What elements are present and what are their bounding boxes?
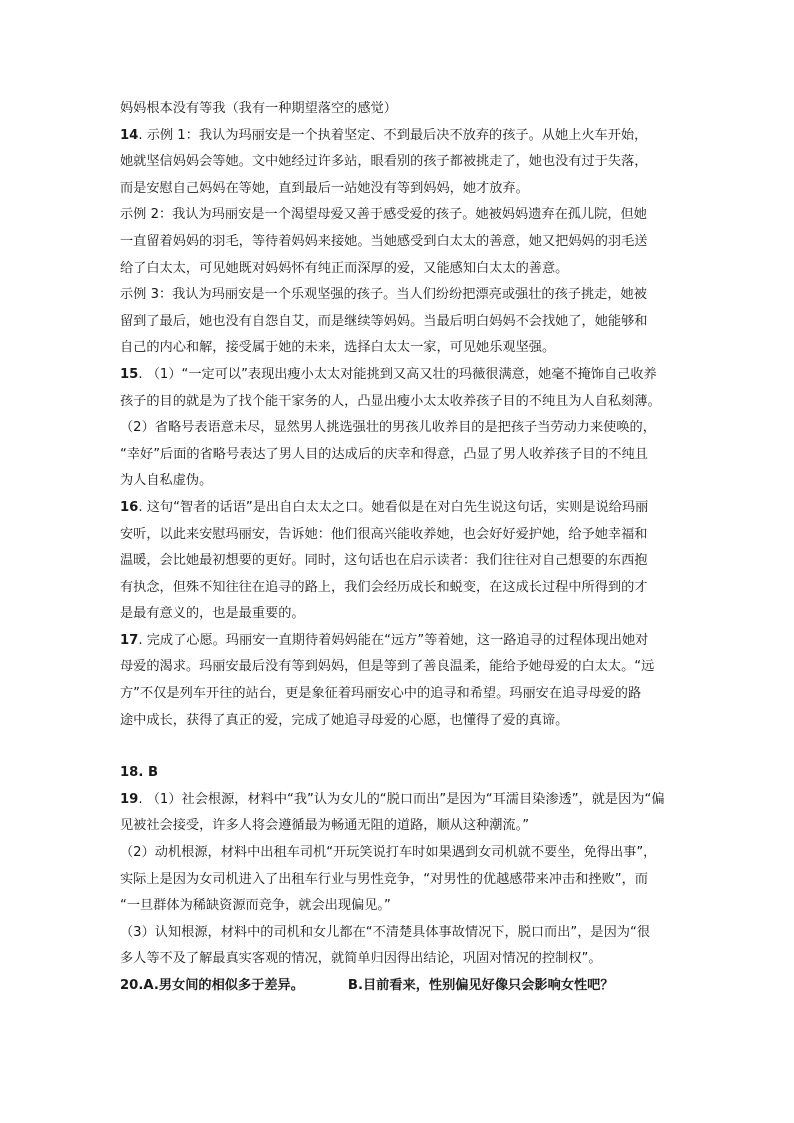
text-line: 自己的内心和解，接受属于她的未来，选择白太太一家，可见她乐观坚强。 — [120, 340, 556, 356]
text-line: 一直留着妈妈的羽毛，等待着妈妈来接她。当她感受到白太太的善意，她又把妈妈的羽毛送 — [120, 233, 648, 249]
text-line: 多人等不及了解最真实客观的情况，就简单归因得出结论，巩固对情况的控制权”。 — [120, 951, 602, 967]
question-number: 20 — [120, 978, 139, 993]
question-number: 14 — [120, 127, 139, 143]
text-line: 示例 2：我认为玛丽安是一个渴望母爱又善于感受爱的孩子。她被妈妈遗弃在孤儿院，但她 — [120, 207, 647, 223]
text-line: 温暖，会比她最初想要的更好。同时，这句话也在启示读者：我们往往对自己想要的东西抱 — [120, 553, 648, 569]
text-line: 是最有意义的，也是最重要的。 — [120, 606, 305, 622]
text-line: 留到了最后，她也没有自怨自艾，而是继续等妈妈。当最后明白妈妈不会找她了，她能够和 — [120, 313, 648, 329]
text-line: （2）省略号表语意未尽，显然男人挑选强壮的男孩儿收养目的是把孩子当劳动力来使唤的， — [120, 420, 656, 436]
question-number: 16 — [120, 499, 139, 515]
text-line: 为人自私虚伪。 — [120, 473, 213, 489]
answer-20b: B.目前看来，性别偏见好像只会影响女性吧？ — [347, 978, 614, 993]
text-line: 孩子的目的就是为了找个能干家务的人，凸显出瘦小太太收养孩子目的不纯且为人自私刻薄。 — [120, 393, 661, 409]
question-number: 18 — [120, 765, 139, 781]
text-line: （2）动机根源，材料中出租车司机“开玩笑说打车时如果遇到女司机就不要坐，免得出事”， — [120, 845, 657, 861]
answer-19 — [120, 787, 690, 814]
text-line: “幸好”后面的省略号表达了男人目的达成后的庆幸和得意，凸显了男人收养孩子目的不纯且 — [120, 446, 648, 462]
question-number: 15 — [120, 366, 139, 382]
text-line: . （1）“一定可以”表现出瘦小太太对能挑到又高又壮的玛薇很满意，她毫不掩饰自己收养 — [138, 366, 657, 382]
answer-20 — [120, 973, 690, 1000]
text-line: . 这句“智者的话语”是出自白太太之口。她看似是在对白先生说这句话，实则是说给玛丽 — [138, 499, 649, 515]
text-line: （3）认知根源，材料中的司机和女儿都在“不清楚具体事故情况下，脱口而出”，是因为“很 — [120, 924, 651, 940]
answer-17 — [120, 628, 690, 655]
answer-page — [120, 96, 690, 1000]
text-line: 有执念，但殊不知往往在追寻的路上，我们会经历成长和蜕变，在这成长过程中所得到的才 — [120, 579, 648, 595]
answer-14 — [120, 123, 690, 150]
text-line: . 示例 1：我认为玛丽安是一个执着坚定、不到最后决不放弃的孩子。从她上火车开始， — [138, 127, 648, 143]
answer-18 — [120, 760, 690, 787]
answer-value: . B — [138, 765, 159, 781]
text-line: 示例 3：我认为玛丽安是一个乐观坚强的孩子。当人们纷纷把漂亮或强壮的孩子挑走，她被 — [120, 287, 647, 303]
text-line: 见被社会接受，许多人将会遵循最为畅通无阻的道路，顺从这种潮流。” — [120, 818, 530, 834]
text-line: “一旦群体为稀缺资源而竞争，就会出现偏见。” — [120, 898, 391, 914]
text-line: 妈妈根本没有等我（我有一种期望落空的感觉） — [120, 101, 397, 116]
text-line: 方”不仅是列车开往的站台，更是象征着玛丽安心中的追寻和希望。玛丽安在追寻母爱的路 — [120, 686, 642, 702]
blank-gap — [120, 734, 690, 760]
answer-15 — [120, 362, 690, 389]
text-line: 安听，以此来安慰玛丽安，告诉她：他们很高兴能收养她，也会好好爱护她，给予她幸福和 — [120, 526, 648, 542]
text-line: 给了白太太，可见她既对妈妈怀有纯正而深厚的爱，又能感知白太太的善意。 — [120, 260, 569, 276]
text-line: 而是安慰自己妈妈在等她，直到最后一站她没有等到妈妈，她才放弃。 — [120, 180, 529, 196]
text-line: 途中成长，获得了真正的爱，完成了她追寻母爱的心愿，也懂得了爱的真谛。 — [120, 712, 569, 728]
answer-20a: .A.男女间的相似多于差异。 — [138, 978, 304, 993]
text-line: . 完成了心愿。玛丽安一直期待着妈妈能在“远方”等着她，这一路追寻的过程体现出她对 — [138, 632, 649, 648]
text-line: 她就坚信妈妈会等她。文中她经过许多站，眼看别的孩子都被挑走了，她也没有过于失落， — [120, 154, 648, 170]
text-line: 母爱的渴求。玛丽安最后没有等到妈妈，但是等到了善良温柔，能给予她母爱的白太太。“远 — [120, 659, 655, 675]
question-number: 19 — [120, 791, 139, 807]
answer-16 — [120, 495, 690, 522]
question-number: 17 — [120, 632, 139, 648]
text-line: . （1）社会根源，材料中“我”认为女儿的“脱口而出”是因为“耳濡目染渗透”，就是因为“偏 — [138, 791, 665, 807]
text-line: 实际上是因为女司机进入了出租车行业与男性竞争，“对男性的优越感带来冲击和挫败”，而 — [120, 871, 648, 887]
